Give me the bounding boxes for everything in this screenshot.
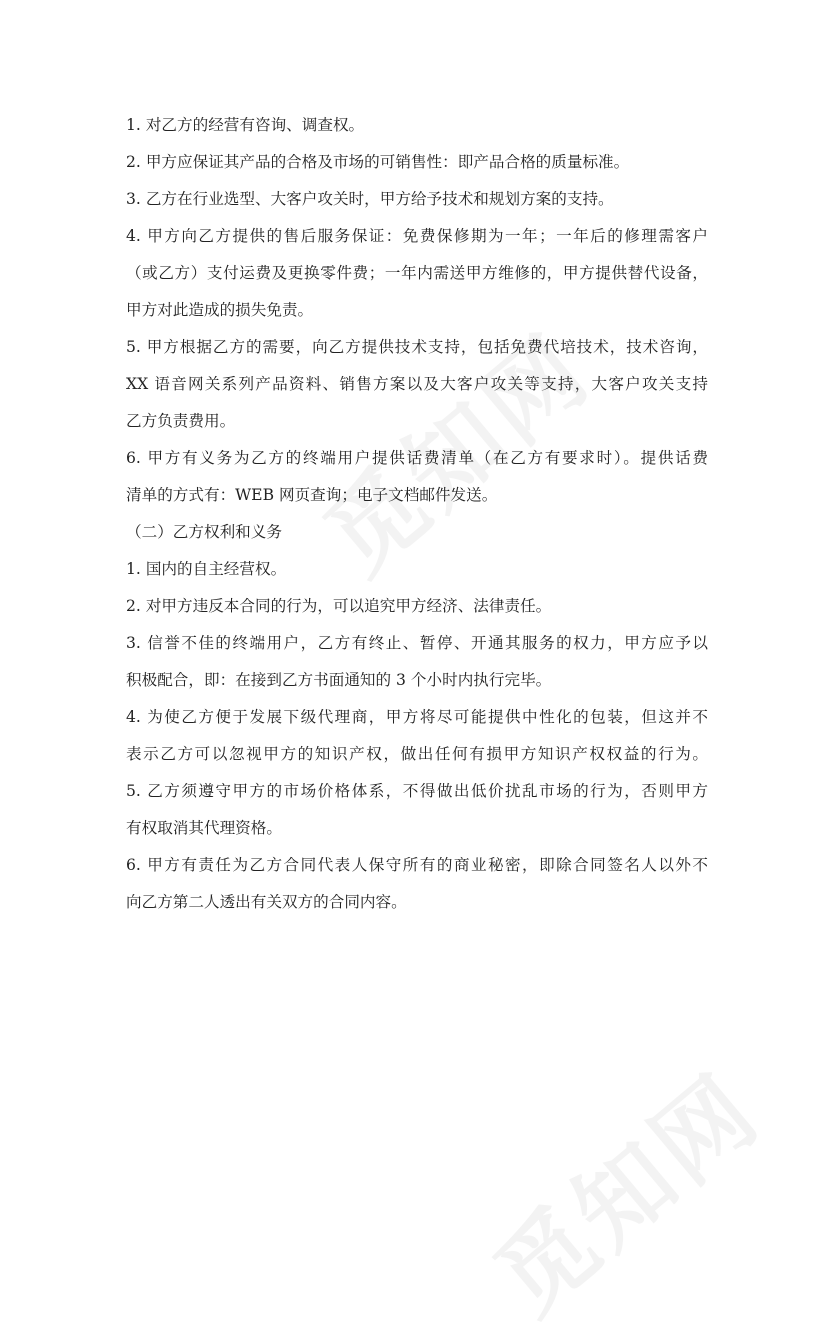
- text-line: 有权取消其代理资格。: [126, 819, 282, 837]
- text-line: 5. 乙方须遵守甲方的市场价格体系，不得做出低价扰乱市场的行为，否则甲方: [126, 782, 708, 800]
- text-line: 3. 乙方在行业选型、大客户攻关时，甲方给予技术和规划方案的支持。: [126, 190, 614, 208]
- watermark-lower: [462, 1038, 784, 1339]
- text-line: 乙方负责费用。: [126, 412, 236, 430]
- text-line: 积极配合，即：在接到乙方书面通知的 3 个小时内执行完毕。: [126, 671, 552, 689]
- text-line: 4. 为使乙方便于发展下级代理商，甲方将尽可能提供中性化的包装，但这并不: [126, 708, 708, 726]
- text-line: 2. 对甲方违反本合同的行为，可以追究甲方经济、法律责任。: [126, 597, 552, 615]
- text-line: 1. 国内的自主经营权。: [126, 560, 287, 578]
- text-line: 清单的方式有：WEB 网页查询；电子文档邮件发送。: [126, 486, 498, 504]
- text-line: 6. 甲方有义务为乙方的终端用户提供话费清单（在乙方有要求时）。提供话费: [126, 449, 708, 467]
- text-line: 甲方对此造成的损失免责。: [126, 301, 314, 319]
- text-line: （或乙方）支付运费及更换零件费；一年内需送甲方维修的，甲方提供替代设备，: [126, 264, 708, 282]
- text-line: 6. 甲方有责任为乙方合同代表人保守所有的商业秘密，即除合同签名人以外不: [126, 856, 708, 874]
- section-heading: （二）乙方权利和义务: [126, 523, 282, 541]
- text-line: 向乙方第二人透出有关双方的合同内容。: [126, 893, 407, 911]
- text-line: 1. 对乙方的经营有咨询、调查权。: [126, 116, 365, 134]
- text-line: 3. 信誉不佳的终端用户，乙方有终止、暂停、开通其服务的权力，甲方应予以: [126, 634, 708, 652]
- document-body: [126, 107, 708, 921]
- text-line: 4. 甲方向乙方提供的售后服务保证：免费保修期为一年；一年后的修理需客户: [126, 227, 708, 245]
- text-line: 2. 甲方应保证其产品的合格及市场的可销售性：即产品合格的质量标准。: [126, 153, 630, 171]
- text-line: XX 语音网关系列产品资料、销售方案以及大客户攻关等支持，大客户攻关支持: [126, 375, 708, 393]
- text-line: 表示乙方可以忽视甲方的知识产权，做出任何有损甲方知识产权权益的行为。: [126, 745, 708, 763]
- text-line: 5. 甲方根据乙方的需要，向乙方提供技术支持，包括免费代培技术，技术咨询，: [126, 338, 708, 356]
